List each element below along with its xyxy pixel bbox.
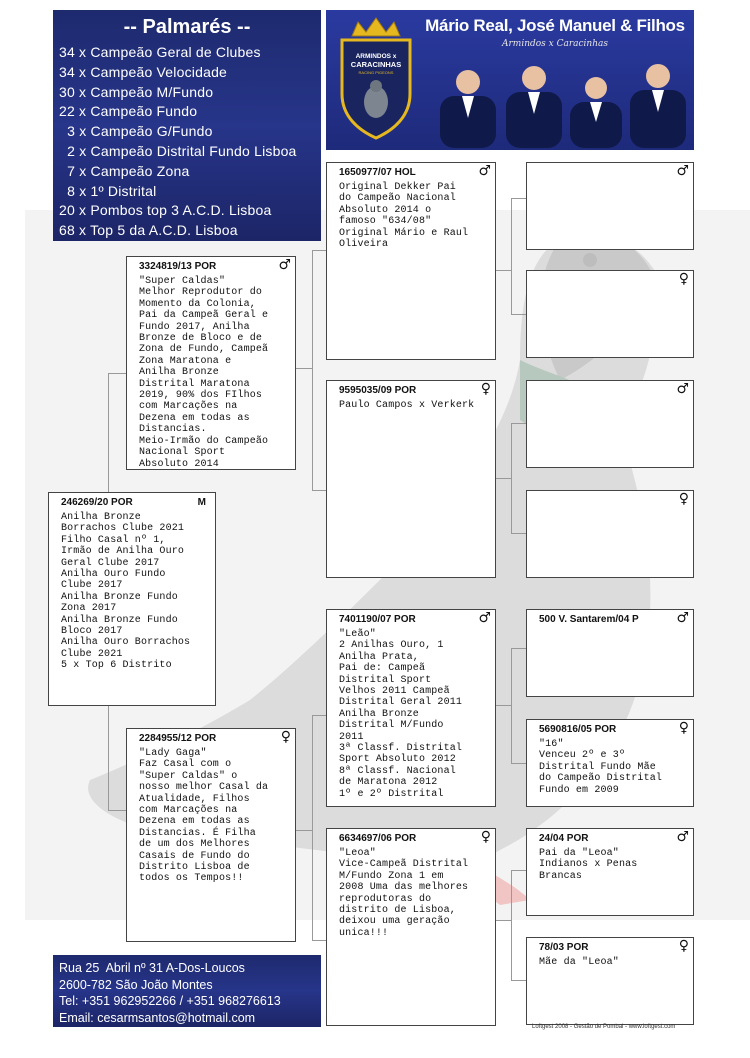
address-line: Rua 25 Abril nº 31 A-Dos-Loucos: [59, 961, 245, 975]
pedigree-dam: [126, 728, 296, 942]
pedigree-ggp-1: [526, 162, 694, 250]
pedigree-ggp-5: [526, 609, 694, 697]
connector: [511, 763, 526, 764]
pedigree-sire: [126, 256, 296, 470]
palmares-item: 22 x Campeão Fundo: [59, 103, 198, 120]
connector: [511, 648, 526, 649]
ring-number: 1650977/07 HOL: [339, 167, 416, 178]
pedigree-ggp-8: [526, 937, 694, 1025]
pigeon-notes: Mãe da "Leoa": [539, 957, 619, 968]
postal-line: 2600-782 São João Montes: [59, 977, 213, 992]
palmares-item: 8 x 1º Distrital: [59, 182, 157, 199]
connector: [495, 705, 511, 706]
connector: [108, 810, 126, 811]
palmares-item: 34 x Campeão Geral de Clubes: [59, 44, 261, 60]
logo-text-mid: CARACINHAS: [350, 60, 402, 69]
female-icon: ♀: [678, 491, 689, 507]
pigeon-notes: Original Dekker Pai do Campeão Nacional Absoluto 2014 o famoso "634/08" Original Mário e Raul Oliveira: [339, 182, 469, 251]
team-photo: [434, 52, 692, 148]
connector: [511, 533, 526, 534]
connector: [108, 706, 109, 810]
connector: [511, 423, 512, 533]
ring-number: 78/03 POR: [539, 942, 589, 953]
palmares-item: 34 x Campeão Velocidade: [59, 63, 228, 80]
ring-number: 9595035/09 POR: [339, 385, 417, 396]
female-icon: ♀: [678, 720, 689, 736]
connector: [108, 373, 126, 374]
pigeon-notes: "Leoa" Vice-Campeã Distrital M/Fundo Zona 1 em 2008 Uma das melhores reprodutoras do distrito de Lisboa, deixou uma geração unica!!!: [339, 848, 469, 939]
connector: [495, 478, 511, 479]
pedigree-ggp-6: [526, 719, 694, 807]
pedigree-ggp-4: [526, 490, 694, 578]
ring-number: 246269/20 POR: [61, 497, 133, 508]
pigeon-notes: "Super Caldas" Melhor Reprodutor do Momento da Colonia, Pai da Campeã Geral e Fundo 2017, Anilha Bronze de Bloco e de Zona de Fundo, Campeã Zona Maratona e Anilha Bronze Distrital Maratona 2019, 90% dos FIlhos com Marcações na Dezena em todas as Distancias. Meio-Irmão do Campeão Nacional Sport Absoluto 2014: [139, 276, 269, 470]
palmares-panel: [53, 10, 321, 241]
connector: [312, 250, 313, 490]
contact-panel: [53, 955, 321, 1027]
pedigree-subject: [48, 492, 216, 706]
female-icon: ♀: [678, 271, 689, 287]
male-icon: ♂: [478, 610, 491, 626]
connector: [511, 980, 526, 981]
pedigree-ggp-3: [526, 380, 694, 468]
phone-line: Tel: +351 962952266 / +351 968276613: [59, 994, 281, 1008]
email-line: Email: cesarmsantos@hotmail.com: [59, 1010, 256, 1025]
connector: [511, 314, 526, 315]
male-icon: ♂: [478, 163, 491, 179]
female-icon: ♀: [480, 829, 491, 845]
male-icon: ♂: [278, 257, 291, 273]
connector: [312, 715, 313, 940]
connector: [511, 198, 512, 314]
female-icon: ♀: [480, 381, 491, 397]
pedigree-sire-sire: [326, 162, 496, 360]
pedigree-dam-dam: [326, 828, 496, 1026]
connector: [511, 648, 512, 763]
pigeon-notes: Paulo Campos x Verkerk: [339, 400, 475, 411]
connector: [495, 270, 511, 271]
male-icon: ♂: [676, 829, 689, 845]
connector: [495, 920, 511, 921]
ring-number: 2284955/12 POR: [139, 733, 217, 744]
palmares-item: 3 x Campeão G/Fundo: [59, 123, 213, 140]
breeders-names: Mário Real, José Manuel & Filhos: [425, 16, 685, 35]
male-icon: ♂: [676, 163, 689, 179]
palmares-title: -- Palmarés --: [123, 16, 251, 38]
connector: [296, 830, 312, 831]
female-icon: ♀: [280, 729, 291, 745]
logo-text-bottom: RACING PIGEONS: [358, 70, 394, 75]
male-icon: ♂: [676, 610, 689, 626]
ring-number: 24/04 POR: [539, 833, 589, 844]
connector: [511, 870, 526, 871]
pigeon-notes: Anilha Bronze Borrachos Clube 2021 Filho Casal nº 1, Irmão de Anilha Ouro Geral Clube 2017 Anilha Ouro Fundo Clube 2017 Anilha Bronze Fundo Zona 2017 Anilha Bronze Fundo Bloco 2017 Anilha Ouro Borrachos Clube 2021 5 x Top 6 Distrito: [61, 512, 191, 672]
female-icon: ♀: [678, 938, 689, 954]
ring-number: 3324819/13 POR: [139, 261, 217, 272]
pigeon-notes: "Lady Gaga" Faz Casal com o "Super Caldas" o nosso melhor Casal da Atualidade, Filhos com Marcações na Dezena em todas as Distancias. É Filha de um dos Melhores Casais de Fundo do Distrito Lisboa de todos os Tempos!!: [139, 748, 269, 885]
pigeon-notes: "Leão" 2 Anilhas Ouro, 1 Anilha Prata, Pai de: Campeã Distrital Sport Velhos 2011 Campeã Distrital Geral 2011 Anilha Bronze Distrital M/Fundo 2011 3ª Classf. Distrital Sport Absoluto 2012 8ª Classf. Nacional de Maratona 2012 1º e 2º Distrital: [339, 629, 463, 800]
connector: [312, 715, 326, 716]
pedigree-ggp-2: [526, 270, 694, 358]
palmares-item: 30 x Campeão M/Fundo: [59, 83, 214, 100]
palmares-list: [53, 43, 321, 241]
ring-number: 7401190/07 POR: [339, 614, 416, 625]
connector: [511, 198, 526, 199]
sex-label: M: [197, 497, 206, 508]
ring-number: 5690816/05 POR: [539, 724, 617, 735]
palmares-item: 2 x Campeão Distrital Fundo Lisboa: [59, 142, 297, 159]
connector: [296, 368, 312, 369]
connector: [312, 490, 326, 491]
pedigree-sire-dam: [326, 380, 496, 578]
palmares-item: 68 x Top 5 da A.C.D. Lisboa: [59, 222, 238, 239]
pedigree-ggp-7: [526, 828, 694, 916]
header-banner: [326, 10, 694, 150]
palmares-item: 7 x Campeão Zona: [59, 162, 190, 179]
palmares-item: 20 x Pombos top 3 A.C.D. Lisboa: [59, 202, 272, 219]
connector: [312, 940, 326, 941]
team-logo: [334, 16, 418, 142]
pigeon-notes: Pai da "Leoa" Indianos x Penas Brancas: [539, 848, 638, 882]
footer-credit: Loftgest 2008 - Gestão de Pombal - www.loftgest.com: [532, 1024, 676, 1030]
ring-number: 500 V. Santarem/04 P: [539, 614, 639, 625]
connector: [511, 870, 512, 980]
male-icon: ♂: [676, 381, 689, 397]
pigeon-notes: "16" Venceu 2º e 3º Distrital Fundo Mãe do Campeão Distrital Fundo em 2009: [539, 739, 663, 796]
connector: [511, 423, 526, 424]
ring-number: 6634697/06 POR: [339, 833, 417, 844]
connector: [312, 250, 326, 251]
logo-text-top: ARMINDOS x: [355, 53, 397, 60]
breeders-subtitle: Armindos x Caracinhas: [501, 39, 609, 49]
pedigree-dam-sire: [326, 609, 496, 807]
connector: [108, 373, 109, 493]
